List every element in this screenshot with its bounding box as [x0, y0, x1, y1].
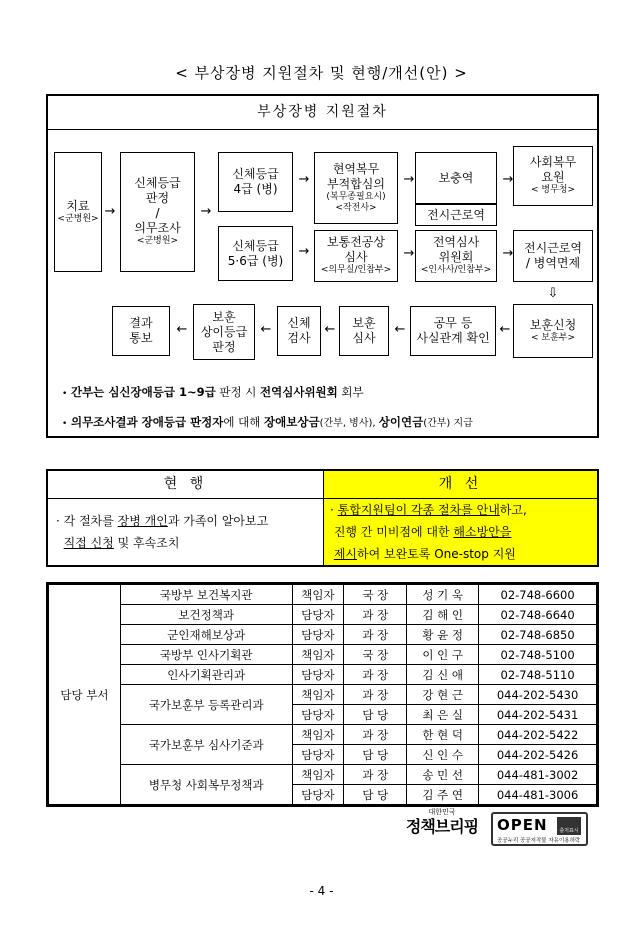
note1-committee: 전역심사위원회: [260, 385, 338, 399]
title-cell: 과 장: [344, 765, 407, 785]
phone-cell: 02-748-5110: [479, 665, 597, 685]
veteran-grade-line1: 보훈: [212, 309, 236, 324]
role-cell: 책임자: [292, 585, 344, 605]
general-review-sub: <의무실/인참부>: [320, 265, 392, 276]
title-cell: 담 당: [344, 745, 407, 765]
role-cell: 담당자: [292, 745, 344, 765]
wartime-service-label: 전시근로역: [427, 207, 485, 222]
name-cell: 성 기 욱: [407, 585, 479, 605]
improved-t1: 하고,: [499, 503, 527, 517]
attribution-icon: [557, 817, 581, 835]
arrow-right-icon: →: [403, 246, 415, 261]
current-t3: 및 후속조치: [113, 536, 180, 550]
social-service-box: [513, 146, 593, 206]
arrow-right-icon: →: [200, 204, 212, 219]
improved-header: 개 선: [324, 471, 597, 499]
name-cell: 김 해 인: [407, 605, 479, 625]
grade-decision-box: [120, 152, 195, 272]
active-fitness-sub1: (복무종필요시): [326, 191, 386, 202]
current-header: 현 행: [48, 471, 324, 499]
improved-bullet: ·: [330, 503, 334, 517]
name-cell: 이 인 구: [407, 645, 479, 665]
grade-decision-sub: <군병원>: [136, 236, 179, 247]
title-cell: 과 장: [344, 685, 407, 705]
name-cell: 김 주 연: [407, 785, 479, 805]
dept-cell: 국방부 인사기획관: [120, 645, 292, 665]
wartime-exempt-box: [513, 230, 593, 282]
section-label: 담당 부서: [49, 585, 121, 805]
role-cell: 담당자: [292, 705, 344, 725]
active-fitness-line2: 부적합심의: [327, 176, 385, 191]
arrow-right-icon: →: [298, 244, 310, 259]
note2-t3: (간부) 지급: [423, 418, 473, 429]
active-fitness-box: [314, 152, 398, 224]
result-box: [112, 306, 170, 356]
procedure-header: 부상장병 지원절차: [48, 96, 597, 130]
arrow-left-icon: ←: [324, 322, 336, 337]
phone-cell: 02-748-6850: [479, 625, 597, 645]
improved-t3: 하여 보완토록 One-stop 지원: [357, 547, 516, 561]
attribution-badge-text: 출처표시: [559, 828, 579, 834]
wartime-service-box: [415, 204, 497, 226]
note1-grade: 심신장애등급 1∼9급: [108, 385, 216, 399]
veteran-grade-box: [193, 304, 255, 360]
note2-t2: (간부, 병사),: [319, 418, 379, 429]
title-cell: 과 장: [344, 665, 407, 685]
note-compensation: • 의무조사결과 장애등급 판정자에 대해 장애보상금(간부, 병사), 상이연금(간부) 지급: [62, 415, 473, 429]
title-cell: 과 장: [344, 605, 407, 625]
phone-cell: 044-202-5426: [479, 745, 597, 765]
title-cell: 국 장: [344, 585, 407, 605]
wartime-exempt-line2: / 병역면제: [525, 256, 581, 270]
title-cell: 담 당: [344, 705, 407, 725]
official-check-line1: 공무 등: [433, 316, 473, 330]
title-cell: 과 장: [344, 625, 407, 645]
supplement-label: 보충역: [438, 170, 474, 185]
name-cell: 김 신 애: [407, 665, 479, 685]
veteran-grade-line2: 상이등급: [200, 324, 248, 339]
role-cell: 담당자: [292, 605, 344, 625]
veteran-apply-line1: 보훈신청: [529, 317, 577, 332]
arrow-right-icon: →: [403, 172, 415, 187]
title-cell: 과 장: [344, 725, 407, 745]
grade-decision-line4: 의무조사: [134, 221, 181, 236]
arrow-right-icon: →: [104, 204, 116, 219]
arrow-left-icon: ←: [176, 322, 188, 337]
phone-cell: 02-748-6600: [479, 585, 597, 605]
note2-target: 의무조사결과 장애등급 판정자: [70, 415, 224, 429]
arrow-right-icon: →: [502, 246, 514, 261]
grade-decision-line1: 신체등급: [134, 176, 181, 191]
name-cell: 최 은 실: [407, 705, 479, 725]
grade4-line1: 신체등급: [232, 167, 279, 181]
page-number: - 4 -: [309, 884, 334, 898]
physical-exam-line2: 검사: [287, 331, 311, 345]
dept-cell: 보건정책과: [120, 605, 292, 625]
general-review-line2: 심사: [344, 250, 368, 265]
veteran-review-line2: 심사: [352, 331, 376, 345]
dept-cell: 국가보훈부 심사기준과: [120, 725, 292, 765]
active-fitness-line1: 현역복무: [332, 161, 380, 176]
official-check-line2: 사실관계 확인: [416, 331, 490, 345]
name-cell: 송 민 선: [407, 765, 479, 785]
open-text: OPEN: [497, 816, 548, 834]
wartime-exempt-line1: 전시근로역: [524, 241, 582, 255]
improved-u3: 제시: [333, 547, 358, 561]
arrow-left-icon: ←: [499, 322, 511, 337]
phone-cell: 044-202-5431: [479, 705, 597, 725]
open-license-logo: [491, 812, 588, 846]
policy-briefing-logo: [396, 808, 488, 848]
improved-t2: 진행 간 미비점에 대한: [333, 525, 454, 539]
briefing-main-text: 정책브리핑: [405, 817, 479, 836]
grade4-line2: 4급 (병): [233, 182, 278, 196]
general-review-box: [314, 230, 398, 282]
veteran-apply-sub: < 보훈부>: [530, 332, 576, 343]
contacts-table: [46, 582, 599, 807]
veteran-grade-line3: 판정: [212, 339, 236, 354]
note2-compensation: 장애보상금: [264, 415, 320, 429]
result-line1: 결과: [129, 316, 153, 330]
veteran-review-line1: 보훈: [352, 316, 376, 330]
name-cell: 신 인 수: [407, 745, 479, 765]
phone-cell: 044-481-3006: [479, 785, 597, 805]
page-title: < 부상장병 지원절차 및 현행/개선(안) >: [175, 64, 468, 82]
arrow-right-icon: →: [298, 172, 310, 187]
social-service-sub: < 병무청>: [530, 185, 576, 196]
note1-suffix: 회부: [337, 385, 364, 399]
discharge-committee-line2: 위원회: [438, 250, 474, 265]
improved-u1: 통합지원팀이 각종 절차를 안내: [337, 503, 500, 517]
physical-exam-box: [277, 306, 321, 356]
social-service-line2: 요원: [541, 170, 565, 185]
result-line2: 통보: [129, 331, 153, 345]
current-bullet: ·: [56, 514, 60, 528]
grade56-box: [218, 226, 293, 281]
open-sub-text: 공공누리 공공저작물 자유이용허락: [497, 838, 581, 844]
role-cell: 책임자: [292, 725, 344, 745]
improved-u2: 해소방안을: [453, 525, 512, 539]
note1-prefix: 간부는: [70, 385, 109, 399]
treatment-sub: <군병원>: [57, 213, 99, 224]
discharge-committee-box: [415, 230, 497, 282]
role-cell: 담당자: [292, 625, 344, 645]
active-fitness-sub2: <작전사>: [335, 203, 377, 213]
dept-cell: 군인재해보상과: [120, 625, 292, 645]
current-body: [48, 499, 324, 565]
phone-cell: 02-748-6640: [479, 605, 597, 625]
role-cell: 책임자: [292, 685, 344, 705]
note2-pension: 상이연금: [378, 415, 424, 429]
treatment-label: 치료: [66, 198, 90, 213]
note-officer-review: • 간부는 심신장애등급 1∼9급 판정 시 전역심사위원회 회부: [62, 385, 364, 399]
procedure-panel: [46, 94, 599, 438]
title-cell: 국 장: [344, 645, 407, 665]
physical-exam-line1: 신체: [287, 316, 311, 330]
arrow-left-icon: ←: [260, 322, 272, 337]
current-u1: 장병 개인: [117, 514, 168, 528]
official-check-box: [410, 306, 496, 356]
dept-cell: 국방부 보건복지관: [120, 585, 292, 605]
current-t2: 과 가족이 알아보고: [167, 514, 269, 528]
phone-cell: 02-748-5100: [479, 645, 597, 665]
briefing-small-text: 대한민국: [428, 808, 456, 816]
supplement-box: [415, 152, 497, 204]
improved-body: [324, 499, 597, 565]
phone-cell: 044-202-5422: [479, 725, 597, 745]
arrow-left-icon: ←: [394, 322, 406, 337]
veteran-review-box: [339, 306, 389, 356]
note1-mid: 판정 시: [215, 385, 261, 399]
grade-decision-line2: 판정: [145, 191, 170, 206]
discharge-committee-line1: 전역심사: [432, 235, 480, 250]
grade-decision-line3: /: [155, 206, 160, 221]
current-u2: 직접 신청: [63, 536, 114, 550]
dept-cell: 국가보훈부 등록관리과: [120, 685, 292, 725]
phone-cell: 044-202-5430: [479, 685, 597, 705]
role-cell: 담당자: [292, 665, 344, 685]
general-review-line1: 보통전공상: [327, 235, 385, 250]
grade56-line2: 5·6급 (병): [227, 253, 284, 268]
name-cell: 강 현 근: [407, 685, 479, 705]
role-cell: 담당자: [292, 785, 344, 805]
role-cell: 책임자: [292, 765, 344, 785]
treatment-box: [54, 152, 102, 272]
dept-cell: 인사기획관리과: [120, 665, 292, 685]
grade4-box: [218, 152, 293, 212]
current-t1: 각 절차를: [63, 514, 118, 528]
discharge-committee-sub: <인사사/인참부>: [420, 265, 492, 276]
arrow-right-icon: →: [502, 172, 514, 187]
title-cell: 담 당: [344, 785, 407, 805]
phone-cell: 044-481-3002: [479, 765, 597, 785]
veteran-apply-box: [513, 304, 593, 358]
name-cell: 한 현 덕: [407, 725, 479, 745]
role-cell: 책임자: [292, 645, 344, 665]
social-service-line1: 사회복무: [529, 155, 577, 170]
dept-cell: 병무청 사회복무정책과: [120, 765, 292, 805]
comparison-table: [46, 469, 599, 567]
arrow-down-icon: ⇩: [547, 286, 559, 301]
note2-t1: 에 대해: [223, 415, 265, 429]
grade56-line1: 신체등급: [232, 238, 279, 253]
name-cell: 황 윤 정: [407, 625, 479, 645]
